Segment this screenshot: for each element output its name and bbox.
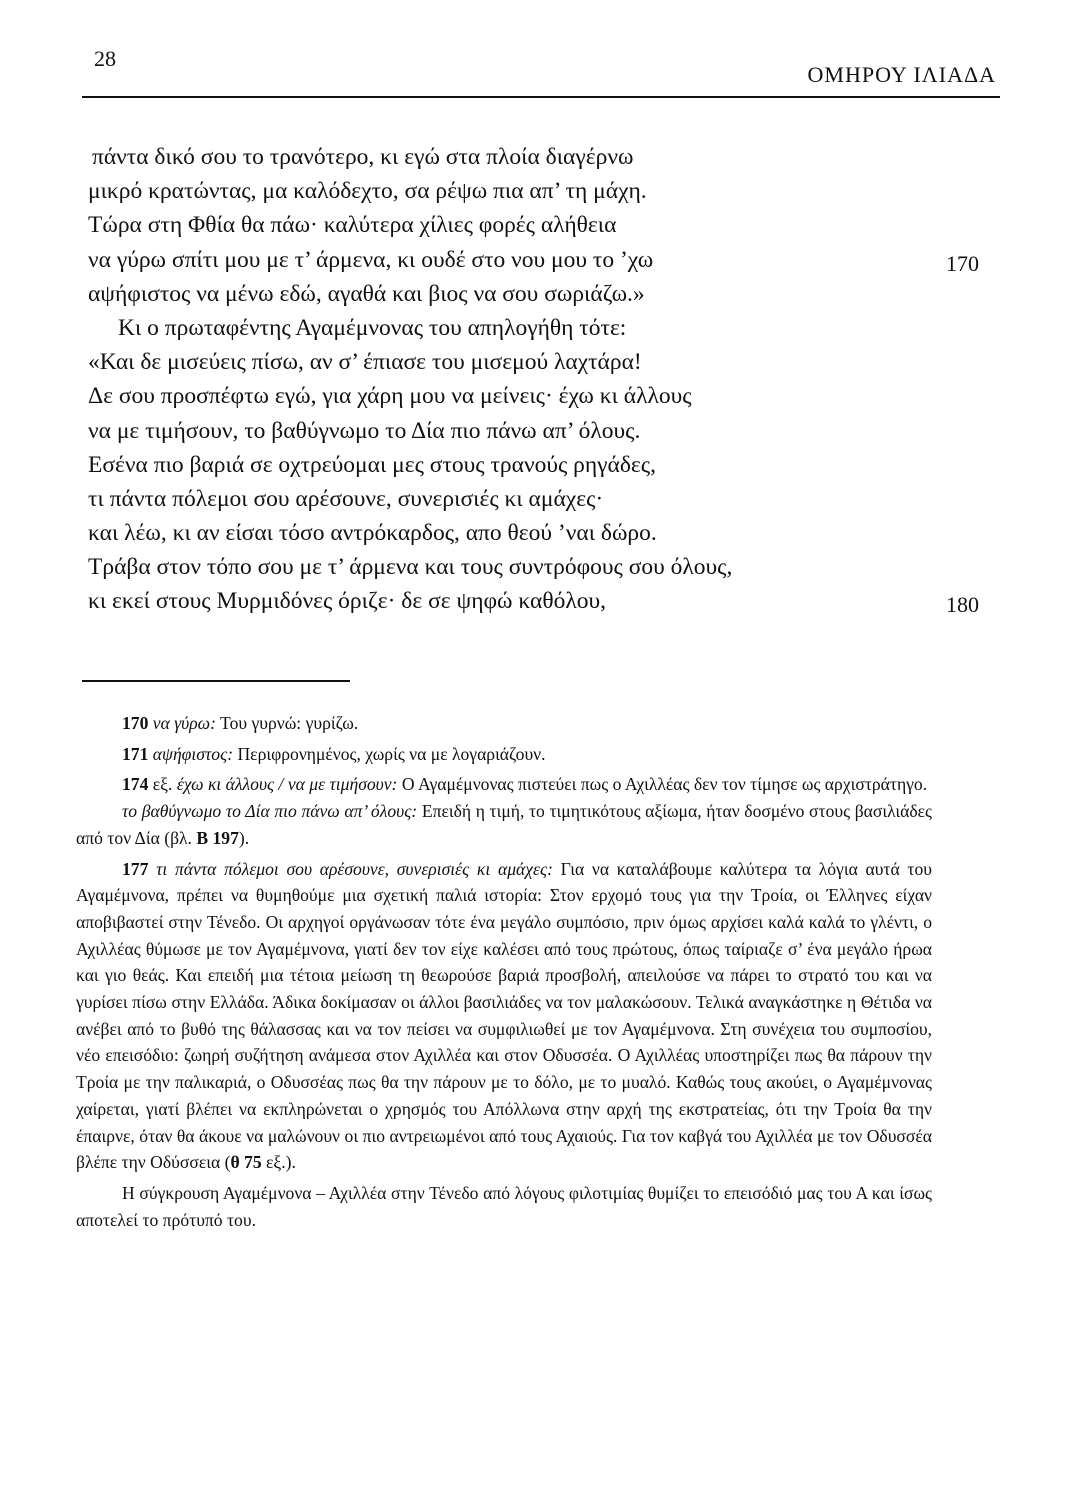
footnote-citation: θ 75 (230, 1152, 262, 1173)
footnote-lemma: να γύρω: (148, 713, 216, 733)
footnotes (76, 710, 932, 1237)
verse-line: Εσένα πιο βαριά σε οχτρεύομαι μες στους τρανούς ρηγάδες, (88, 451, 656, 478)
footnote-text: Για να καταλάβουμε καλύτερα τα λόγια αυτά του Αγαμέμνονα, πρέπει να θυμηθούμε μια σχετική παλιά ιστορία: Στον ερχομό τους για την Τροία, οι Έλληνες είχαν αποβιβαστεί στην Τένεδο. Οι αρχηγοί οργάνωσαν τότε ένα μεγάλο συμπόσιο, πριν όμως αρχίσει καλά καλά το γλέντι, ο Αχιλλέας θύμωσε με τον Αγαμέμνονα, γιατί δεν τον είχε καλέσει από τους πρώτους, όπως ταίριαζε σ’ ένα μεγάλο ήρωα και γιο θεάς. Και επειδή μια τέτοια μείωση τη θεωρούσε βαριά προσβολή, απειλούσε να πάρει το στρατό του και να γυρίσει πίσω στην Ελλάδα. Άδικα δοκίμασαν οι άλλοι βασιλιάδες να τον μαλακώσουν. Τελικά αναγκάστηκε η Θέτιδα να ανέβει από το βυθό της θάλασσας και να τον πείσει να συμφιλιωθεί με τον Αγαμέμνονα. Στη συνέχεια του συμποσίου, νέο επεισόδιο: ζωηρή συζήτηση ανάμεσα στον Αχιλλέα και στον Οδυσσέα. Ο Αχιλλέας υποστηρίζει πως θα πάρουν την Τροία με την παλικαριά, ο Οδυσσέας πως θα την πάρουν με το δόλο, με το μυαλό. Καθώς τους ακούει, ο Αγαμέμνονας χαίρεται, γιατί βλέπει να εκπληρώνεται ο χρησμός του Απόλλωνα στην αρχή της εκστρατείας, ότι την Τροία θα την έπαιρνε, όταν θα άκουε να μαλώνουν οι πιο αντρειωμένοι από τους Αχαιούς. Για τον καβγά του Αχιλλέα με τον Οδυσσέα βλέπε την Οδύσσεια ( (76, 858, 932, 1173)
verse-line: Τώρα στη Φθία θα πάω· καλύτερα χίλιες φορές αλήθεια (88, 212, 617, 239)
footnote-ref: 171 (122, 743, 149, 764)
verse-line: να γύρω σπίτι μου με τ’ άρμενα, κι ουδέ στο νου μου το ’χω 170 (88, 243, 1008, 277)
footnote-continuation (76, 798, 932, 851)
line-number: 180 (946, 592, 979, 618)
footnote-ref-suffix: εξ. (148, 774, 173, 795)
header-rule (82, 96, 1000, 98)
verse-line: να με τιμήσουν, το βαθύγνωμο το Δία πιο πάνω απ’ όλους. (88, 417, 641, 444)
running-title: ΟΜΗΡΟΥ ΙΛΙΑΔΑ (807, 62, 996, 87)
footnote (76, 741, 932, 768)
footnote-text: Περιφρονημένος, χωρίς να με λογαριάζουν. (233, 743, 546, 764)
verse-line: «Και δε μισεύεις πίσω, αν σ’ έπιασε του μισεμού λαχτάρα! (88, 349, 642, 376)
verse-line: κι εκεί στους Μυρμιδόνες όριζε· δε σε ψηφώ καθόλου, 180 (88, 584, 1008, 618)
footnote-citation: Β 197 (196, 827, 239, 848)
footnote-rule (82, 680, 350, 682)
footnote-text: Του γυρνώ: γυρίζω. (215, 713, 359, 733)
footnote-lemma: έχω κι άλλους / να με τιμήσουν: (172, 774, 398, 795)
footnote-text-end: εξ.). (261, 1152, 296, 1173)
footnote-lemma: το βαθύγνωμο το Δία πιο πάνω απ’ όλους: (122, 801, 418, 822)
verse-line: μικρό κρατώντας, μα καλόδεχτο, σα ρέψω πια απ’ τη μάχη. (88, 178, 647, 205)
page-number: 28 (94, 46, 116, 71)
footnote-lemma: τι πάντα πόλεμοι σου αρέσουνε, συνερισιές κι αμάχες: (148, 858, 553, 879)
footnote-text: Η σύγκρουση Αγαμέμνονα – Αχιλλέα στην Τένεδο από λόγους φιλοτιμίας θυμίζει το επεισόδιό μας του Α και ίσως αποτελεί το πρότυπό του. (76, 1182, 932, 1230)
verse-line: τι πάντα πόλεμοι σου αρέσουνε, συνερισιές κι αμάχες· (88, 485, 604, 512)
footnote (76, 856, 932, 1176)
footnote-ref: 170 (122, 713, 149, 733)
verse-line: αψήφιστος να μένω εδώ, αγαθά και βιος να σου σωριάζω.» (88, 280, 645, 307)
line-number: 170 (946, 250, 979, 276)
footnote-continuation (76, 1180, 932, 1233)
footnote (76, 771, 932, 798)
footnote-lemma: αψήφιστος: (148, 743, 234, 764)
poem-text (88, 140, 1008, 619)
footnote-text: Επειδή η τιμή, το τιμητικότους αξίωμα, ήταν δοσμένο στους βασιλιάδες από τον Δία (βλ. (76, 801, 933, 848)
footnote-ref: 177 (122, 858, 149, 879)
verse-line: και λέω, κι αν είσαι τόσο αντρόκαρδος, απο θεού ’ναι δώρο. (88, 520, 657, 547)
footnote-text: Ο Αγαμέμνονας πιστεύει πως ο Αχιλλέας δεν τον τίμησε ως αρχιστράτηγο. (397, 774, 928, 795)
footnote (76, 710, 932, 737)
verse-line: Κι ο πρωταφέντης Αγαμέμνονας του απηλογήθη τότε: (118, 314, 627, 341)
verse-line: Τράβα στον τόπο σου με τ’ άρμενα και τους συντρόφους σου όλους, (88, 554, 733, 581)
footnote-text-end: ). (238, 827, 250, 848)
footnote-ref: 174 (122, 774, 149, 795)
verse-line: πάντα δικό σου το τρανότερο, κι εγώ στα πλοία διαγέρνω (92, 144, 634, 170)
verse-line: Δε σου προσπέφτω εγώ, για χάρη μου να μείνεις· έχω κι άλλους (88, 383, 692, 410)
